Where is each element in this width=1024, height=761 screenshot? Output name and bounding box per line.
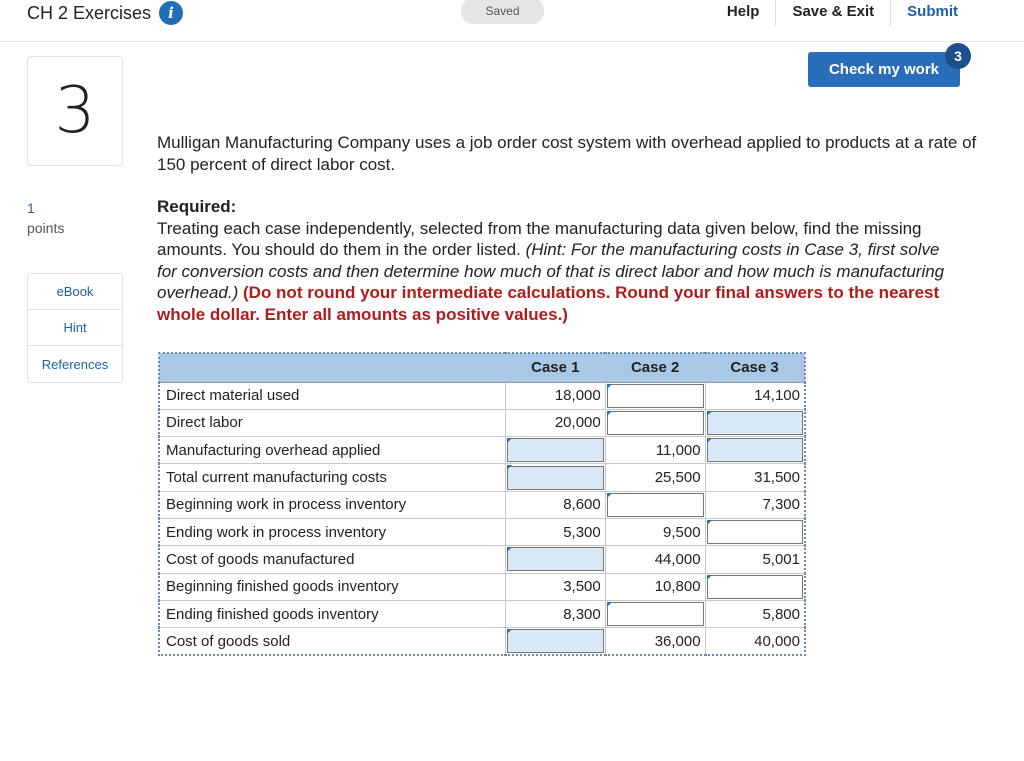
header-case-2: Case 2 — [605, 353, 705, 382]
row-label: Beginning finished goods inventory — [159, 573, 505, 600]
given-value-case-2: 44,000 — [605, 546, 705, 573]
row-label: Total current manufacturing costs — [159, 464, 505, 491]
answer-input-field[interactable] — [707, 575, 803, 599]
info-icon[interactable]: i — [159, 1, 183, 25]
hint-text: (Hint: For the manufacturing costs in Case 3, first solve for conversion costs and then determine how much of that is direct labor and how much is manufacturing overhead.) — [157, 240, 945, 302]
table-row — [159, 628, 805, 656]
answer-input-case-1[interactable] — [505, 546, 605, 573]
given-value-case-1: 3,500 — [505, 573, 605, 600]
check-my-work-button[interactable]: Check my work — [808, 52, 960, 87]
references-link[interactable]: References — [41, 356, 109, 372]
table-header-row — [159, 353, 805, 382]
header-case-1: Case 1 — [505, 353, 605, 382]
table-row — [159, 409, 805, 436]
given-value-case-2: 36,000 — [605, 628, 705, 656]
required-title: Required: — [157, 197, 237, 216]
answer-input-case-3[interactable] — [705, 518, 805, 545]
given-value-case-2: 11,000 — [605, 437, 705, 464]
question-number: 3 — [27, 56, 123, 166]
save-exit-link[interactable]: Save & Exit — [776, 0, 891, 26]
top-links — [711, 0, 1024, 26]
given-value-case-1: 8,600 — [505, 491, 605, 518]
submit-link[interactable]: Submit — [907, 3, 958, 20]
check-attempts-badge: 3 — [945, 43, 971, 69]
table-row — [159, 491, 805, 518]
answer-input-case-2[interactable] — [605, 600, 705, 627]
given-value-case-3: 7,300 — [705, 491, 805, 518]
answer-input-case-3[interactable] — [705, 437, 805, 464]
row-label: Cost of goods manufactured — [159, 546, 505, 573]
warning-text: (Do not round your intermediate calculations. Round your final answers to the nearest whole dollar. Enter all amounts as positive values.) — [157, 283, 940, 324]
table-row — [159, 464, 805, 491]
assignment-title — [27, 1, 183, 25]
required-section — [157, 196, 957, 325]
row-label: Ending finished goods inventory — [159, 600, 505, 627]
resource-links — [27, 273, 123, 383]
answer-input-field[interactable] — [507, 466, 604, 490]
answer-input-field[interactable] — [707, 520, 803, 544]
row-label: Manufacturing overhead applied — [159, 437, 505, 464]
answer-input-field[interactable] — [607, 493, 704, 517]
given-value-case-3: 5,800 — [705, 600, 805, 627]
header-blank — [159, 353, 505, 382]
table-row — [159, 600, 805, 627]
answer-input-case-3[interactable] — [705, 409, 805, 436]
row-label: Cost of goods sold — [159, 628, 505, 656]
answer-input-field[interactable] — [507, 547, 604, 571]
manufacturing-data-table — [158, 352, 806, 656]
help-link[interactable]: Help — [711, 0, 777, 26]
given-value-case-1: 8,300 — [505, 600, 605, 627]
header-case-3: Case 3 — [705, 353, 805, 382]
answer-input-case-2[interactable] — [605, 409, 705, 436]
given-value-case-2: 25,500 — [605, 464, 705, 491]
assignment-title-text: CH 2 Exercises — [27, 2, 152, 23]
answer-input-case-1[interactable] — [505, 464, 605, 491]
given-value-case-2: 9,500 — [605, 518, 705, 545]
given-value-case-1: 18,000 — [505, 382, 605, 409]
points-value: 1 — [27, 200, 35, 216]
given-value-case-1: 5,300 — [505, 518, 605, 545]
given-value-case-3: 14,100 — [705, 382, 805, 409]
answer-input-field[interactable] — [507, 438, 604, 462]
question-intro: Mulligan Manufacturing Company uses a job order cost system with overhead applied to products at a rate of 150 percent of direct labor cost. — [157, 133, 977, 174]
top-bar — [0, 0, 1024, 42]
table-row — [159, 546, 805, 573]
answer-input-case-2[interactable] — [605, 491, 705, 518]
given-value-case-2: 10,800 — [605, 573, 705, 600]
answer-input-field[interactable] — [707, 438, 803, 462]
row-label: Direct material used — [159, 382, 505, 409]
answer-input-field[interactable] — [507, 629, 604, 653]
answer-input-case-3[interactable] — [705, 573, 805, 600]
answer-input-field[interactable] — [607, 384, 704, 408]
answer-input-case-2[interactable] — [605, 382, 705, 409]
given-value-case-3: 40,000 — [705, 628, 805, 656]
answer-input-field[interactable] — [607, 602, 704, 626]
answer-input-field[interactable] — [607, 411, 704, 435]
table-row — [159, 573, 805, 600]
table-row — [159, 518, 805, 545]
table-row — [159, 437, 805, 464]
saved-status: Saved — [461, 0, 544, 24]
required-text: Treating each case independently, selected from the manufacturing data given below, find the missing amounts. You should do them in the order listed. — [157, 218, 922, 259]
ebook-link[interactable]: eBook — [28, 274, 122, 310]
given-value-case-3: 5,001 — [705, 546, 805, 573]
table-row — [159, 382, 805, 409]
row-label: Direct labor — [159, 409, 505, 436]
row-label: Beginning work in process inventory — [159, 491, 505, 518]
answer-input-case-1[interactable] — [505, 628, 605, 656]
given-value-case-1: 20,000 — [505, 409, 605, 436]
answer-input-field[interactable] — [707, 411, 803, 435]
points-label: points — [27, 220, 65, 236]
row-label: Ending work in process inventory — [159, 518, 505, 545]
given-value-case-3: 31,500 — [705, 464, 805, 491]
hint-link[interactable]: Hint — [28, 310, 122, 346]
answer-input-case-1[interactable] — [505, 437, 605, 464]
